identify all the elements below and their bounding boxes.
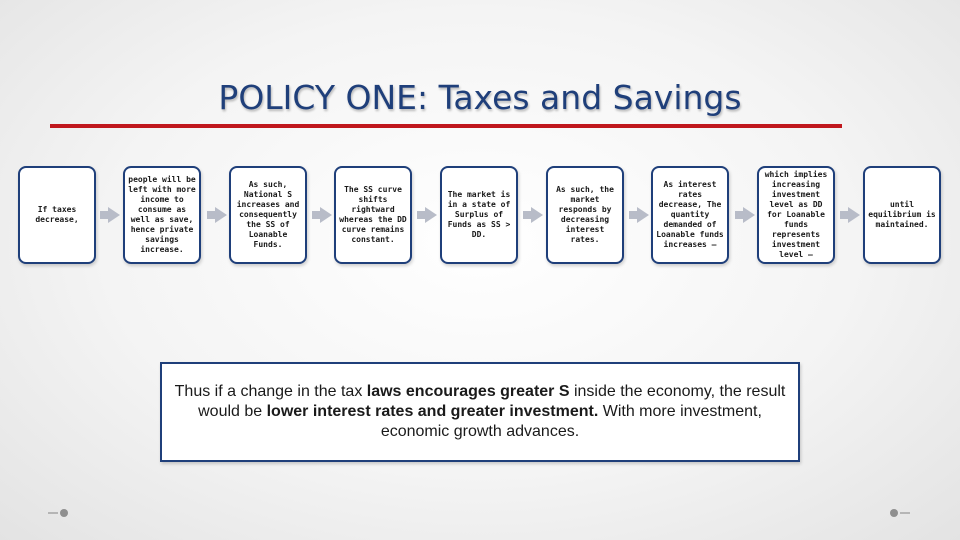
arrow-icon — [215, 207, 227, 223]
arrow-icon — [637, 207, 649, 223]
arrow-icon — [848, 207, 860, 223]
arrow-icon — [743, 207, 755, 223]
arrow-icon — [531, 207, 543, 223]
bottom-left-dot-icon — [60, 509, 68, 517]
summary-part: With more investment, economic growth advances. — [380, 403, 762, 440]
bottom-right-dot-icon — [890, 509, 898, 517]
step-box-8 — [757, 166, 835, 264]
summary-part: inside the economy, the result would be — [198, 383, 786, 420]
step-text: As such, the market responds by decreasing interest rates. — [556, 185, 614, 244]
step-text: people will be left with more income to consume as well as save, hence private savings increase. — [128, 175, 196, 254]
summary-box — [160, 362, 800, 462]
step-box-4 — [334, 166, 412, 264]
summary-part: Thus if a change in the tax — [174, 383, 367, 400]
slide-title: POLICY ONE: Taxes and Savings — [218, 78, 742, 117]
arrow-icon — [425, 207, 437, 223]
arrow-icon — [320, 207, 332, 223]
step-box-6 — [546, 166, 624, 264]
step-box-7 — [651, 166, 729, 264]
title-underline — [50, 124, 842, 128]
step-box-3 — [229, 166, 307, 264]
step-text: The market is in a state of Surplus of Funds as SS > DD. — [447, 190, 511, 239]
step-box-2 — [123, 166, 201, 264]
step-text: As such, National S increases and consequently the SS of Loanable Funds. — [236, 180, 300, 249]
step-box-5 — [440, 166, 518, 264]
summary-bold: laws encourages greater S — [366, 383, 570, 400]
step-text: If taxes decrease, — [35, 205, 79, 224]
step-text: As interest rates decrease, The quantity demanded of Loanable funds increases – — [656, 180, 724, 249]
step-text: The SS curve shifts rightward whereas the DD curve remains constant. — [339, 185, 407, 244]
summary-text — [162, 382, 798, 442]
step-text: which implies increasing investment level as DD for Loanable funds represents investment level – — [764, 170, 828, 259]
step-text: until equilibrium is maintained. — [868, 200, 936, 229]
step-box-1 — [18, 166, 96, 264]
arrow-icon — [108, 207, 120, 223]
summary-bold: lower interest rates and greater investment. — [266, 403, 599, 420]
step-box-9 — [863, 166, 941, 264]
